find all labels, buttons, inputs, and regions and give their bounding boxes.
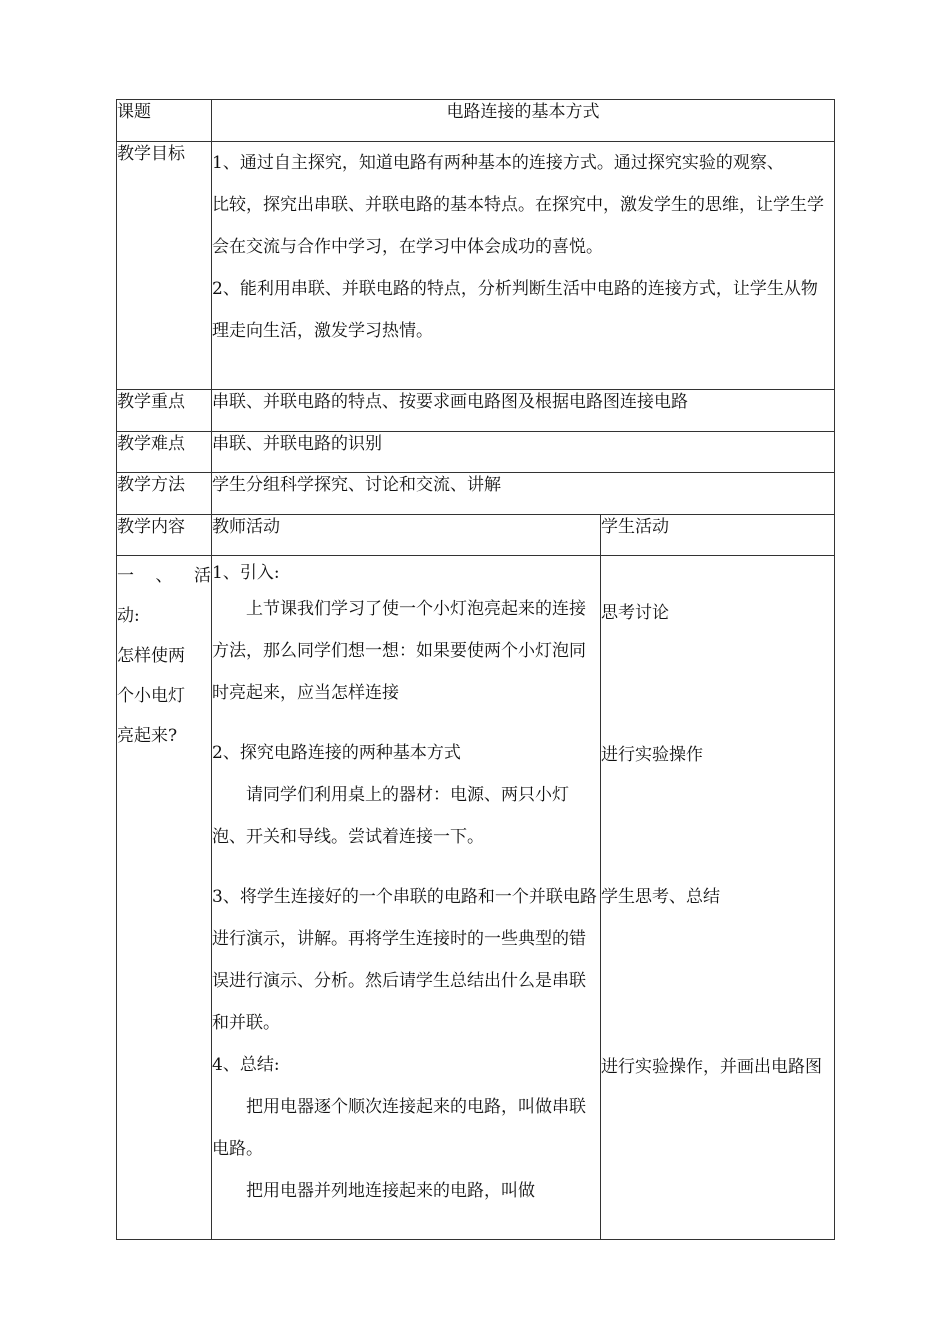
step-2-heading: 2、探究电路连接的两种基本方式 (212, 743, 461, 763)
activity-row (117, 556, 835, 1240)
topic-line-4: 个小电灯 (117, 686, 185, 706)
activity-topic (117, 556, 212, 1240)
step-1-body: 上节课我们学习了使一个小灯泡亮起来的连接方法，那么同学们想一想：如果要使两个小灯泡同时亮起来，应当怎样连接 (212, 599, 586, 703)
step-4-parallel: 把用电器并列地连接起来的电路，叫做 (246, 1181, 535, 1201)
title-row (117, 100, 835, 142)
student-activity-2: 进行实验操作 (601, 745, 703, 765)
lesson-plan-table (116, 99, 835, 1240)
objective-line-1: 1、通过自主探究，知道电路有两种基本的连接方式。通过探究实验的观察、 (212, 153, 784, 173)
key-point-row (117, 390, 835, 432)
student-activity (601, 556, 835, 1240)
topic-char-2: 、 (155, 566, 173, 586)
objective-line-3: 2、能利用串联、并联电路的特点，分析判断生活中电路的连接方式，让学生从物理走向生活，激发学习热情。 (212, 279, 818, 341)
method-row (117, 473, 835, 515)
teacher-activity (212, 556, 601, 1240)
difficulty-label: 教学难点 (117, 432, 212, 473)
student-header: 学生活动 (601, 515, 835, 556)
column-header-row (117, 515, 835, 556)
key-point-label: 教学重点 (117, 390, 212, 432)
method-value: 学生分组科学探究、讨论和交流、讲解 (212, 473, 835, 515)
step-2-body: 请同学们利用桌上的器材：电源、两只小灯泡、开关和导线。尝试着连接一下。 (212, 785, 569, 847)
step-3-body: 3、将学生连接好的一个串联的电路和一个并联电路进行演示，讲解。再将学生连接时的一些典型的错误进行演示、分析。然后请学生总结出什么是串联和并联。 (212, 887, 597, 1033)
topic-char-1: 一 (117, 566, 134, 586)
content-header: 教学内容 (117, 515, 212, 556)
method-label: 教学方法 (117, 473, 212, 515)
step-1-heading: 1、引入: (212, 563, 280, 583)
topic-line-2: 动: (117, 606, 140, 626)
step-4-heading: 4、总结: (212, 1055, 280, 1075)
step-4-series: 把用电器逐个顺次连接起来的电路，叫做串联电路。 (212, 1097, 586, 1159)
objective-label: 教学目标 (117, 142, 212, 390)
topic-line-5: 亮起来? (117, 726, 178, 746)
topic-line-3: 怎样使两 (117, 646, 185, 666)
topic-line-1 (117, 556, 211, 596)
lesson-title: 电路连接的基本方式 (212, 100, 835, 142)
topic-char-3: 活 (194, 566, 211, 586)
key-point-value: 串联、并联电路的特点、按要求画电路图及根据电路图连接电路 (212, 390, 835, 432)
student-activity-4: 进行实验操作，并画出电路图 (601, 1057, 822, 1077)
teacher-header: 教师活动 (212, 515, 601, 556)
difficulty-value: 串联、并联电路的识别 (212, 432, 835, 473)
objective-content (212, 142, 835, 390)
objective-row (117, 142, 835, 390)
difficulty-row (117, 432, 835, 473)
objective-line-2: 比较，探究出串联、并联电路的基本特点。在探究中，激发学生的思维，让学生学会在交流与合作中学习，在学习中体会成功的喜悦。 (212, 195, 824, 257)
student-activity-3: 学生思考、总结 (601, 887, 720, 907)
title-label: 课题 (117, 100, 212, 142)
student-activity-1: 思考讨论 (601, 603, 669, 623)
